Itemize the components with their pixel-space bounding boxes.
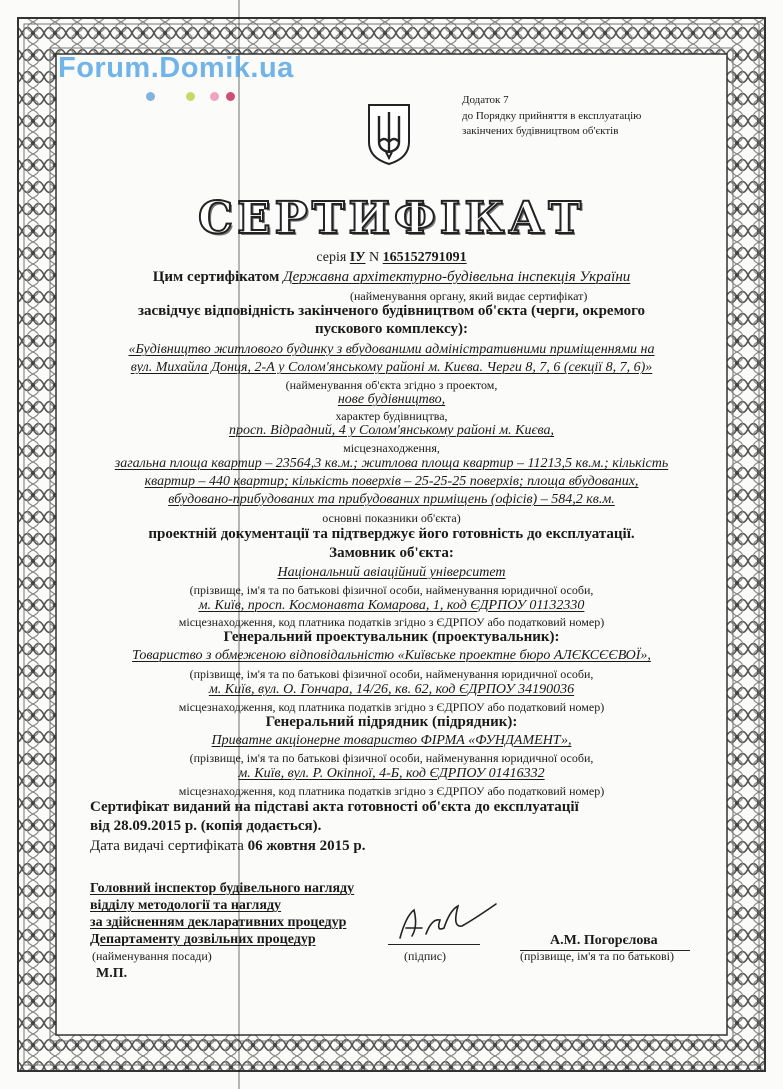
basis-line-2: від 28.09.2015 р. (копія додається). [90,818,322,834]
object-name-line-2: вул. Михайла Донця, 2-А у Солом'янському районі м. Києва. Черги 8, 7, 6 (секції 8, 7, 6)» [130,360,653,375]
certifies-line-1: засвідчує відповідність закінченого будівництвом об'єкта (черги, окремого [137,303,646,319]
contractor-heading: Генеральний підрядник (підрядник): [265,714,518,730]
series-number [0,250,783,266]
issuer-lead: Цим сертифікатом [152,269,280,285]
construction-type: нове будівництво, [337,392,446,407]
issuer-line [0,269,783,286]
appendix-line-1: Додаток 7 [462,94,509,106]
issue-date-lead: Дата видачі сертифіката [90,838,244,854]
signature-caption: (підпис) [404,949,447,963]
location: просп. Відрадний, 4 у Солом'янському районі м. Києва, [228,423,555,438]
position-caption: (найменування посади) [92,949,212,963]
construction-type-caption: характер будівництва, [335,409,448,423]
coat-of-arms-icon [366,102,412,166]
issue-date-value: 06 жовтня 2015 р. [247,838,366,854]
position-line-2: відділу методології та нагляду [90,898,282,913]
customer-heading: Замовник об'єкта: [329,545,454,561]
indicators-caption: основні показники об'єкта) [322,511,461,525]
series-prefix: серія [316,250,347,265]
designer-name-caption: (прізвище, ім'я та по батькові фізичної особи, найменування юридичної особи, [189,667,594,681]
watermark-dot [210,92,219,101]
designer-address-caption: місцезнаходження, код платника податків згідно з ЄДРПОУ або податковий номер) [178,700,605,714]
contractor-address: м. Київ, вул. Р. Окіпної, 4-Б, код ЄДРПОУ 01416332 [238,766,545,781]
appendix-line-3: закінчених будівництвом об'єктів [462,125,619,137]
number-prefix: N [369,250,380,265]
handwritten-signature [392,898,502,946]
position-line-1: Головний інспектор будівельного нагляду [90,881,355,896]
certificate-number: 165152791091 [382,250,467,265]
customer-address-caption: місцезнаходження, код платника податків згідно з ЄДРПОУ або податковий номер) [178,615,605,629]
seal-mark: М.П. [96,966,128,981]
watermark-dot [186,92,195,101]
location-caption: місцезнаходження, [343,441,440,455]
watermark-dot [226,92,235,101]
customer-name: Національний авіаційний університет [277,565,506,580]
indicators-line-3: вбудовано-прибудованих та прибудованих приміщень (офісів) – 584,2 кв.м. [168,492,615,507]
series-value: ІУ [349,250,366,265]
issue-date-line [90,838,365,855]
designer-address: м. Київ, вул. О. Гончара, 14/26, кв. 62, код ЄДРПОУ 34190036 [208,682,575,697]
contractor-name: Приватне акціонерне товариство ФІРМА «ФУНДАМЕНТ», [211,733,572,748]
designer-heading: Генеральний проектувальник (проектувальник): [223,629,560,645]
object-name-line-1: «Будівництво житлового будинку з вбудованими адміністративними приміщеннями на [128,342,655,357]
position-line-4: Департаменту дозвільних процедур [90,932,316,947]
designer-name: Товариство з обмеженою відповідальністю «Київське проектне бюро АЛЄКСЄЄВОЇ», [132,648,651,663]
watermark-dot [146,92,155,101]
issuer-name: Державна архітектурно-будівельна інспекція України [283,269,631,285]
basis-line-1: Сертифікат виданий на підставі акта готовності об'єкта до експлуатації [90,799,579,815]
appendix-line-2: до Порядку прийняття в експлуатацію [462,110,642,122]
indicators-line-1: загальна площа квартир – 23564,3 кв.м.; житлова площа квартир – 11213,5 кв.м.; кількість [114,456,669,471]
contractor-name-caption: (прізвище, ім'я та по батькові фізичної особи, найменування юридичної особи, [189,751,594,765]
certifies-line-2: пускового комплексу): [315,321,468,337]
indicators-line-2: квартир – 440 квартир; кількість поверхів – 25-25-25 поверхів; площа вбудованих, [144,474,639,489]
position-line-3: за здійсненням декларативних процедур [90,915,347,930]
customer-name-caption: (прізвище, ім'я та по батькові фізичної особи, найменування юридичної особи, [189,583,594,597]
readiness-statement: проектній документації та підтверджує його готовність до експлуатації. [148,526,635,542]
object-caption: (найменування об'єкта згідно з проектом, [285,378,498,392]
certificate-title: СЕРТИФІКАТ [198,193,585,244]
customer-address: м. Київ, просп. Космонавта Комарова, 1, код ЄДРПОУ 01132330 [198,598,585,613]
watermark-text: Forum.Domik.ua [58,52,294,84]
contractor-address-caption: місцезнаходження, код платника податків згідно з ЄДРПОУ або податковий номер) [178,784,605,798]
signatory-name-caption: (прізвище, ім'я та по батькові) [520,949,674,963]
issuer-caption: (найменування органу, який видає сертифікат) [350,289,588,303]
signatory-name: А.М. Погорєлова [550,933,658,948]
